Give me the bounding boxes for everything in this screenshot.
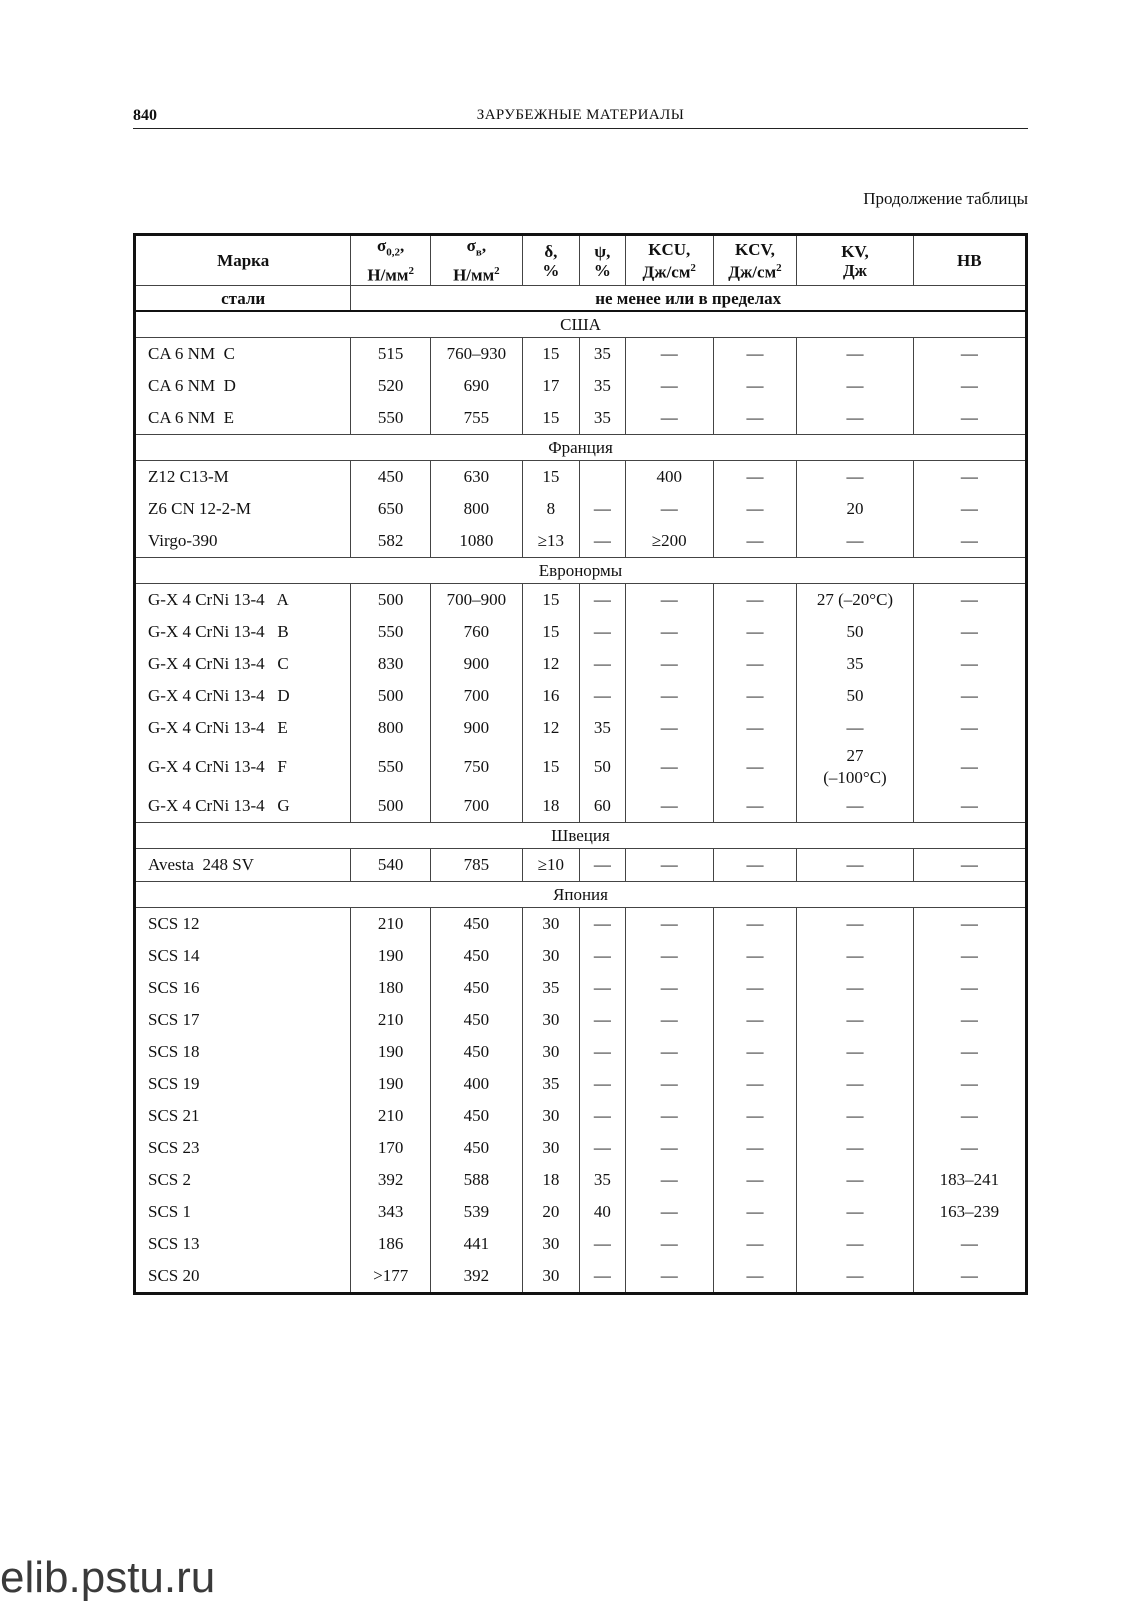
table-row — [135, 680, 1027, 712]
section-title: Япония — [135, 882, 1027, 908]
cell-hb: — — [913, 402, 1026, 435]
cell-grade: CA 6 NM D — [135, 370, 351, 402]
cell-reduction — [579, 461, 625, 494]
cell-kv: — — [797, 790, 913, 823]
cell-grade: G-X 4 CrNi 13-4 A — [135, 584, 351, 617]
cell-hb: — — [913, 849, 1026, 882]
cell-yield: 650 — [351, 493, 431, 525]
cell-kcv: — — [713, 940, 797, 972]
cell-elongation: 30 — [522, 1132, 579, 1164]
cell-reduction: — — [579, 1228, 625, 1260]
cell-grade: SCS 2 — [135, 1164, 351, 1196]
table-row — [135, 370, 1027, 402]
cell-yield: 210 — [351, 1100, 431, 1132]
cell-tensile: 800 — [430, 493, 522, 525]
cell-yield: 170 — [351, 1132, 431, 1164]
table-row — [135, 1100, 1027, 1132]
cell-reduction: — — [579, 1100, 625, 1132]
cell-elongation: 15 — [522, 616, 579, 648]
cell-kcu: — — [625, 370, 713, 402]
cell-grade: SCS 23 — [135, 1132, 351, 1164]
cell-kcv: — — [713, 402, 797, 435]
cell-kv: — — [797, 402, 913, 435]
cell-hb: — — [913, 1100, 1026, 1132]
cell-hb: 163–239 — [913, 1196, 1026, 1228]
cell-reduction: — — [579, 584, 625, 617]
cell-yield: 800 — [351, 712, 431, 744]
cell-hb: — — [913, 790, 1026, 823]
cell-hb: — — [913, 1068, 1026, 1100]
cell-kcv: — — [713, 1100, 797, 1132]
cell-reduction: — — [579, 908, 625, 941]
table-row — [135, 1036, 1027, 1068]
cell-yield: 343 — [351, 1196, 431, 1228]
cell-hb: 183–241 — [913, 1164, 1026, 1196]
limits-subheader: не менее или в пределах — [351, 286, 1027, 312]
cell-tensile: 785 — [430, 849, 522, 882]
cell-kv: — — [797, 1036, 913, 1068]
cell-kcv: — — [713, 584, 797, 617]
cell-elongation: 30 — [522, 940, 579, 972]
cell-hb: — — [913, 1004, 1026, 1036]
cell-hb: — — [913, 940, 1026, 972]
cell-elongation: 30 — [522, 908, 579, 941]
watermark: elib.pstu.ru — [0, 1553, 216, 1602]
col-hb: НВ — [913, 235, 1026, 286]
cell-kv: — — [797, 940, 913, 972]
cell-reduction: — — [579, 648, 625, 680]
cell-grade: SCS 16 — [135, 972, 351, 1004]
cell-grade: Z6 CN 12-2-M — [135, 493, 351, 525]
cell-hb: — — [913, 584, 1026, 617]
cell-grade: SCS 20 — [135, 1260, 351, 1294]
cell-elongation: ≥13 — [522, 525, 579, 558]
cell-tensile: 1080 — [430, 525, 522, 558]
table-row — [135, 744, 1027, 790]
cell-grade: G-X 4 CrNi 13-4 C — [135, 648, 351, 680]
cell-yield: 190 — [351, 1036, 431, 1068]
cell-yield: 830 — [351, 648, 431, 680]
table-row — [135, 1132, 1027, 1164]
table-row — [135, 1228, 1027, 1260]
cell-kv: 50 — [797, 616, 913, 648]
cell-elongation: 30 — [522, 1228, 579, 1260]
table-row — [135, 849, 1027, 882]
cell-tensile: 755 — [430, 402, 522, 435]
cell-kcv: — — [713, 1068, 797, 1100]
cell-kv: — — [797, 461, 913, 494]
cell-reduction: 60 — [579, 790, 625, 823]
cell-elongation: 15 — [522, 402, 579, 435]
cell-kv: — — [797, 1164, 913, 1196]
cell-tensile: 630 — [430, 461, 522, 494]
cell-elongation: 16 — [522, 680, 579, 712]
cell-kv: — — [797, 1260, 913, 1294]
cell-yield: 190 — [351, 940, 431, 972]
cell-kcu: — — [625, 1068, 713, 1100]
cell-elongation: 30 — [522, 1260, 579, 1294]
cell-kcu: — — [625, 1004, 713, 1036]
cell-kcu: — — [625, 402, 713, 435]
cell-reduction: — — [579, 1260, 625, 1294]
cell-hb: — — [913, 461, 1026, 494]
cell-yield: 186 — [351, 1228, 431, 1260]
table-row — [135, 338, 1027, 371]
cell-kcu: — — [625, 790, 713, 823]
cell-kcv: — — [713, 370, 797, 402]
cell-kcv: — — [713, 1036, 797, 1068]
cell-kv: — — [797, 370, 913, 402]
cell-reduction: 35 — [579, 370, 625, 402]
cell-kv: 27 (–20°C) — [797, 584, 913, 617]
cell-tensile: 900 — [430, 648, 522, 680]
cell-yield: 180 — [351, 972, 431, 1004]
cell-yield: 582 — [351, 525, 431, 558]
cell-tensile: 700 — [430, 680, 522, 712]
cell-kv: — — [797, 338, 913, 371]
cell-kcv: — — [713, 1196, 797, 1228]
cell-tensile: 392 — [430, 1260, 522, 1294]
cell-kcu: — — [625, 1132, 713, 1164]
cell-kcu: — — [625, 616, 713, 648]
cell-kcu: — — [625, 1196, 713, 1228]
cell-elongation: 35 — [522, 1068, 579, 1100]
section-title: Евронормы — [135, 558, 1027, 584]
cell-kv: — — [797, 1196, 913, 1228]
cell-reduction: 35 — [579, 1164, 625, 1196]
cell-kcv: — — [713, 1132, 797, 1164]
cell-elongation: 12 — [522, 648, 579, 680]
cell-reduction: 35 — [579, 712, 625, 744]
table-row — [135, 493, 1027, 525]
cell-tensile: 700 — [430, 790, 522, 823]
cell-tensile: 690 — [430, 370, 522, 402]
cell-grade: Avesta 248 SV — [135, 849, 351, 882]
cell-hb: — — [913, 744, 1026, 790]
col-kv: KV, Дж — [797, 235, 913, 286]
cell-grade: Virgo-390 — [135, 525, 351, 558]
cell-reduction: — — [579, 493, 625, 525]
cell-yield: 550 — [351, 616, 431, 648]
cell-hb: — — [913, 616, 1026, 648]
cell-reduction: — — [579, 940, 625, 972]
cell-kv: — — [797, 525, 913, 558]
cell-kv: — — [797, 1068, 913, 1100]
cell-hb: — — [913, 908, 1026, 941]
cell-kcu: ≥200 — [625, 525, 713, 558]
cell-kv: 27 (–100°C) — [797, 744, 913, 790]
table-row — [135, 1068, 1027, 1100]
cell-elongation: 30 — [522, 1036, 579, 1068]
cell-hb: — — [913, 1260, 1026, 1294]
cell-tensile: 450 — [430, 972, 522, 1004]
cell-hb: — — [913, 370, 1026, 402]
cell-kv: — — [797, 1100, 913, 1132]
cell-tensile: 700–900 — [430, 584, 522, 617]
cell-kcv: — — [713, 461, 797, 494]
header-subrow — [135, 286, 1027, 312]
section-row — [135, 882, 1027, 908]
cell-tensile: 450 — [430, 1132, 522, 1164]
cell-reduction: 40 — [579, 1196, 625, 1228]
cell-kcu: — — [625, 584, 713, 617]
cell-kcv: — — [713, 790, 797, 823]
table-row — [135, 1004, 1027, 1036]
cell-kv: 20 — [797, 493, 913, 525]
cell-grade: SCS 21 — [135, 1100, 351, 1132]
table-body — [135, 311, 1027, 1294]
cell-reduction: 50 — [579, 744, 625, 790]
col-reduction: ψ, % — [579, 235, 625, 286]
cell-elongation: 17 — [522, 370, 579, 402]
cell-grade: CA 6 NM C — [135, 338, 351, 371]
cell-elongation: 15 — [522, 461, 579, 494]
cell-reduction: — — [579, 616, 625, 648]
cell-grade: SCS 17 — [135, 1004, 351, 1036]
col-elongation: δ, % — [522, 235, 579, 286]
cell-kv: — — [797, 1004, 913, 1036]
cell-kcu: — — [625, 680, 713, 712]
cell-hb: — — [913, 712, 1026, 744]
section-title: США — [135, 311, 1027, 338]
table-row — [135, 648, 1027, 680]
cell-grade: G-X 4 CrNi 13-4 G — [135, 790, 351, 823]
cell-yield: 450 — [351, 461, 431, 494]
cell-kcu: — — [625, 908, 713, 941]
table-row — [135, 461, 1027, 494]
section-row — [135, 823, 1027, 849]
cell-grade: Z12 C13-M — [135, 461, 351, 494]
cell-hb: — — [913, 1132, 1026, 1164]
cell-elongation: 35 — [522, 972, 579, 1004]
cell-kcu: — — [625, 849, 713, 882]
cell-tensile: 539 — [430, 1196, 522, 1228]
cell-kcv: — — [713, 849, 797, 882]
cell-hb: — — [913, 680, 1026, 712]
cell-kcv: — — [713, 525, 797, 558]
cell-tensile: 900 — [430, 712, 522, 744]
cell-grade: CA 6 NM E — [135, 402, 351, 435]
cell-yield: 550 — [351, 402, 431, 435]
cell-kv: — — [797, 1132, 913, 1164]
cell-kcu: — — [625, 940, 713, 972]
running-head — [133, 104, 1028, 129]
cell-kv: — — [797, 1228, 913, 1260]
cell-tensile: 450 — [430, 1004, 522, 1036]
cell-kcu: 400 — [625, 461, 713, 494]
cell-tensile: 441 — [430, 1228, 522, 1260]
cell-kcu: — — [625, 338, 713, 371]
cell-tensile: 450 — [430, 1036, 522, 1068]
col-yield: $\sigma_{0,2}$, $Н/мм^2$ — [351, 235, 431, 286]
cell-reduction: — — [579, 1004, 625, 1036]
cell-kv: — — [797, 712, 913, 744]
cell-elongation: 12 — [522, 712, 579, 744]
cell-yield: 210 — [351, 1004, 431, 1036]
cell-kcv: — — [713, 1004, 797, 1036]
cell-kcu: — — [625, 744, 713, 790]
table-row — [135, 525, 1027, 558]
cell-yield: 210 — [351, 908, 431, 941]
cell-elongation: 18 — [522, 1164, 579, 1196]
cell-yield: 500 — [351, 790, 431, 823]
cell-kcu: — — [625, 1036, 713, 1068]
cell-yield: 500 — [351, 680, 431, 712]
cell-elongation: 30 — [522, 1100, 579, 1132]
table-row — [135, 1164, 1027, 1196]
cell-hb: — — [913, 648, 1026, 680]
cell-elongation: 15 — [522, 584, 579, 617]
cell-hb: — — [913, 493, 1026, 525]
section-row — [135, 435, 1027, 461]
cell-elongation: 30 — [522, 1004, 579, 1036]
cell-grade: G-X 4 CrNi 13-4 B — [135, 616, 351, 648]
cell-yield: 550 — [351, 744, 431, 790]
cell-reduction: — — [579, 972, 625, 1004]
steel-properties-table — [133, 233, 1028, 1295]
cell-grade: SCS 19 — [135, 1068, 351, 1100]
cell-kv: — — [797, 849, 913, 882]
cell-yield: 392 — [351, 1164, 431, 1196]
cell-elongation: 20 — [522, 1196, 579, 1228]
section-title: Франция — [135, 435, 1027, 461]
cell-grade: SCS 12 — [135, 908, 351, 941]
table-row — [135, 790, 1027, 823]
table-row — [135, 1196, 1027, 1228]
cell-yield: 190 — [351, 1068, 431, 1100]
cell-kcu: — — [625, 972, 713, 1004]
cell-tensile: 750 — [430, 744, 522, 790]
cell-kcv: — — [713, 1260, 797, 1294]
cell-kcv: — — [713, 648, 797, 680]
cell-reduction: — — [579, 1068, 625, 1100]
cell-grade: G-X 4 CrNi 13-4 D — [135, 680, 351, 712]
table-row — [135, 908, 1027, 941]
cell-tensile: 400 — [430, 1068, 522, 1100]
section-row — [135, 558, 1027, 584]
cell-kcu: — — [625, 1228, 713, 1260]
cell-kcu: — — [625, 648, 713, 680]
continuation-label: Продолжение таблицы — [863, 189, 1028, 208]
table-row — [135, 972, 1027, 1004]
page-number: 840 — [133, 107, 157, 124]
cell-elongation: 15 — [522, 338, 579, 371]
cell-grade: SCS 18 — [135, 1036, 351, 1068]
cell-kcu: — — [625, 1260, 713, 1294]
cell-kcv: — — [713, 493, 797, 525]
cell-elongation: 8 — [522, 493, 579, 525]
table-row — [135, 584, 1027, 617]
cell-reduction: 35 — [579, 402, 625, 435]
cell-reduction: — — [579, 1036, 625, 1068]
cell-yield: 520 — [351, 370, 431, 402]
table-row — [135, 402, 1027, 435]
cell-kcv: — — [713, 1228, 797, 1260]
cell-grade: SCS 1 — [135, 1196, 351, 1228]
running-title: ЗАРУБЕЖНЫЕ МАТЕРИАЛЫ — [476, 107, 685, 123]
col-kcv: KCV, $Дж/см^2$ — [713, 235, 797, 286]
cell-reduction: — — [579, 525, 625, 558]
cell-kcv: — — [713, 616, 797, 648]
cell-hb: — — [913, 338, 1026, 371]
cell-reduction: — — [579, 1132, 625, 1164]
table-row — [135, 712, 1027, 744]
cell-yield: 515 — [351, 338, 431, 371]
header-row — [135, 235, 1027, 286]
cell-kcv: — — [713, 712, 797, 744]
cell-kv: — — [797, 972, 913, 1004]
cell-grade: SCS 13 — [135, 1228, 351, 1260]
cell-kcv: — — [713, 908, 797, 941]
cell-hb: — — [913, 1036, 1026, 1068]
cell-kcv: — — [713, 1164, 797, 1196]
cell-hb: — — [913, 972, 1026, 1004]
cell-elongation: 18 — [522, 790, 579, 823]
cell-grade: G-X 4 CrNi 13-4 F — [135, 744, 351, 790]
section-row — [135, 311, 1027, 338]
cell-kcv: — — [713, 680, 797, 712]
cell-hb: — — [913, 1228, 1026, 1260]
cell-elongation: ≥10 — [522, 849, 579, 882]
cell-reduction: 35 — [579, 338, 625, 371]
table-row — [135, 616, 1027, 648]
cell-tensile: 450 — [430, 908, 522, 941]
cell-elongation: 15 — [522, 744, 579, 790]
cell-kcu: — — [625, 1164, 713, 1196]
cell-yield: >177 — [351, 1260, 431, 1294]
cell-tensile: 450 — [430, 940, 522, 972]
cell-tensile: 760 — [430, 616, 522, 648]
table-row — [135, 1260, 1027, 1294]
cell-kv: 50 — [797, 680, 913, 712]
cell-kcu: — — [625, 493, 713, 525]
table-row — [135, 940, 1027, 972]
cell-yield: 540 — [351, 849, 431, 882]
cell-kcv: — — [713, 744, 797, 790]
cell-kcv: — — [713, 338, 797, 371]
section-title: Швеция — [135, 823, 1027, 849]
cell-reduction: — — [579, 849, 625, 882]
col-kcu: KCU, $Дж/см^2$ — [625, 235, 713, 286]
cell-kv: — — [797, 908, 913, 941]
cell-yield: 500 — [351, 584, 431, 617]
cell-hb: — — [913, 525, 1026, 558]
cell-grade: SCS 14 — [135, 940, 351, 972]
col-grade: Марка — [135, 235, 351, 286]
cell-tensile: 450 — [430, 1100, 522, 1132]
cell-reduction: — — [579, 680, 625, 712]
col-grade-bottom: стали — [135, 286, 351, 312]
cell-kcv: — — [713, 972, 797, 1004]
col-tensile: $\sigma_в$, $Н/мм^2$ — [430, 235, 522, 286]
cell-kcu: — — [625, 712, 713, 744]
cell-tensile: 760–930 — [430, 338, 522, 371]
cell-kv: 35 — [797, 648, 913, 680]
cell-grade: G-X 4 CrNi 13-4 E — [135, 712, 351, 744]
cell-tensile: 588 — [430, 1164, 522, 1196]
cell-kcu: — — [625, 1100, 713, 1132]
